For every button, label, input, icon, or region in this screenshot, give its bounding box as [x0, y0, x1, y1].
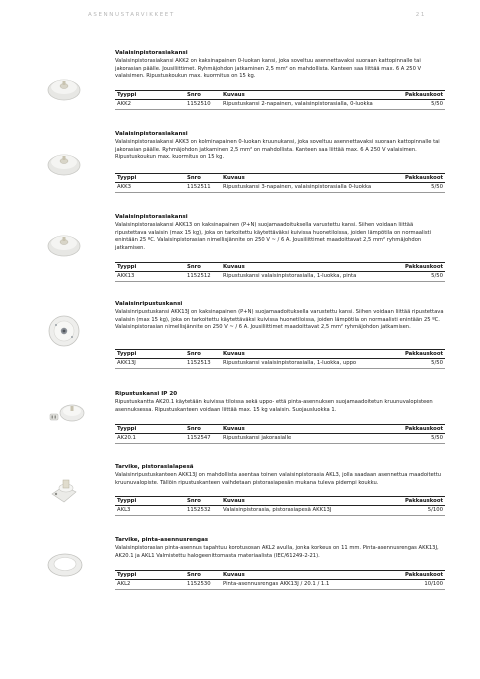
col-desc: Kuvaus [221, 425, 383, 434]
cell-pack: 5/50 [383, 359, 445, 369]
cell-pack: 5/50 [383, 183, 445, 193]
col-desc: Kuvaus [221, 571, 383, 580]
col-pack: Pakkauskoot [383, 263, 445, 272]
col-desc: Kuvaus [221, 174, 383, 183]
col-type: Tyyppi [115, 350, 185, 359]
spec-table [115, 90, 445, 110]
cell-desc: Ripustuskansi jakorasialle [221, 434, 383, 444]
col-desc: Kuvaus [221, 91, 383, 100]
table-row [115, 100, 445, 110]
table-header-row [115, 91, 445, 100]
table-row [115, 272, 445, 282]
cell-snro: 1152547 [185, 434, 221, 444]
cell-snro: 1152532 [185, 506, 221, 516]
col-type: Tyyppi [115, 425, 185, 434]
table-row [115, 434, 445, 444]
cell-type: AKK3 [115, 183, 185, 193]
cell-type: AKK2 [115, 100, 185, 110]
product-title: Valaisinripustuskansi [115, 301, 183, 307]
table-header-row [115, 263, 445, 272]
cell-snro: 1152511 [185, 183, 221, 193]
cell-pack: 5/50 [383, 272, 445, 282]
col-desc: Kuvaus [221, 497, 383, 506]
cell-desc: Valaisinpistorasia, pistorasiapesä AKK13J [221, 506, 383, 516]
col-snro: Snro [185, 350, 221, 359]
section-title: ASENNUSTARVIKKEET [88, 12, 175, 18]
col-pack: Pakkauskoot [383, 174, 445, 183]
product-title: Valaisinpistorasiakansi [115, 214, 188, 220]
page-number: 21 [415, 12, 426, 18]
socket-insert-image [46, 474, 82, 506]
ceiling-cover-image [46, 72, 82, 102]
col-pack: Pakkauskoot [383, 350, 445, 359]
ceiling-cover-image [46, 228, 82, 258]
product-description: Valaisinripustuskanteen AKK13J on mahdollista asentaa toinen valaisinpistorasia AKL3, jolla saadaan asennettua maadoitettu kruunuvalopiste. Tällöin ripustuskanteen vaihdetaan pistorasiapesän mukana tuleva pidempi koukku. [115, 472, 442, 486]
product-title: Tarvike, pistorasialapesä [115, 464, 194, 470]
col-snro: Snro [185, 174, 221, 183]
spec-table [115, 173, 445, 193]
table-row [115, 506, 445, 516]
spec-table [115, 262, 445, 282]
page-header [88, 12, 426, 18]
product-title: Valaisinpistorasiakansi [115, 131, 188, 137]
spec-table [115, 570, 445, 590]
table-row [115, 580, 445, 590]
col-snro: Snro [185, 263, 221, 272]
table-header-row [115, 350, 445, 359]
col-snro: Snro [185, 91, 221, 100]
table-header-row [115, 571, 445, 580]
col-snro: Snro [185, 571, 221, 580]
cell-desc: Ripustuskansi valaisinpistorasialla, 1-luokka, uppo [221, 359, 383, 369]
cell-snro: 1152513 [185, 359, 221, 369]
product-title: Tarvike, pinta-asennusrengas [115, 537, 209, 543]
col-snro: Snro [185, 497, 221, 506]
col-desc: Kuvaus [221, 350, 383, 359]
product-description: Valaisinpistorasiakansi AKK13 on kaksinapainen (P+N) suojamaadoituksella varustettu kansi. Siihen voidaan liittää ripustettava valaisin (max 15 kg), joka on tarkoitettu käytettäväksi kuivissa huonetiloissa, joiden lämpötila on normaalisti enintään 25 ºC. Valaisinpistorasian nimellisjännite on 250 V ~ / 6 A. Jousiliittimet maadoittavat 2,5 mm² ryhmäjohdon jatkamisen. [115, 222, 432, 251]
table-row [115, 183, 445, 193]
spec-table [115, 349, 445, 369]
cell-type: AKK13J [115, 359, 185, 369]
spec-table [115, 424, 445, 444]
cell-desc: Ripustuskansi 3-napainen, valaisinpistorasialla 0-luokka [221, 183, 383, 193]
col-desc: Kuvaus [221, 263, 383, 272]
cell-snro: 1152512 [185, 272, 221, 282]
ceiling-cover-image [46, 147, 82, 177]
col-pack: Pakkauskoot [383, 425, 445, 434]
col-type: Tyyppi [115, 263, 185, 272]
cell-type: AK20.1 [115, 434, 185, 444]
table-header-row [115, 425, 445, 434]
col-type: Tyyppi [115, 571, 185, 580]
cell-snro: 1152510 [185, 100, 221, 110]
cell-type: AKL2 [115, 580, 185, 590]
product-title: Ripustuskansi IP 20 [115, 391, 178, 397]
surface-ring-image [46, 549, 84, 579]
cell-pack: 5/100 [383, 506, 445, 516]
cell-desc: Ripustuskansi 2-napainen, valaisinpistorasialla, 0-luokka [221, 100, 383, 110]
col-pack: Pakkauskoot [383, 497, 445, 506]
cell-desc: Ripustuskansi valaisinpistorasialla, 1-luokka, pinta [221, 272, 383, 282]
product-title: Valaisinpistorasiakansi [115, 50, 188, 56]
spec-table [115, 496, 445, 516]
flat-cover-image [46, 397, 86, 427]
product-description: Valaisinripustuskansi AKK13J on kaksinapainen (P+N) suojamaadoituksella varustettu kansi. Siihen voidaan liittää ripustettava valaisin (max 15 kg), joka on tarkoitettu käytettäväksi kuivissa huonetiloissa, joiden lämpötila on normaalisti enintään 25 ºC. Valaisinpistorasian nimellisjännite on 250 V ~ / 6 A. Jousiliittimet maadoittavat 2,5 mm² ryhmäjohdon jatkamisen. [115, 309, 444, 331]
col-pack: Pakkauskoot [383, 91, 445, 100]
cell-pack: 5/50 [383, 434, 445, 444]
cell-type: AKK13 [115, 272, 185, 282]
product-description: Valaisinpistorasiakansi AKK2 on kaksinapainen 0-luokan kansi, joka soveltuu asennettavaksi suoraan kattopinnalle tai jakorasian päälle. Jousiliittimet. Ryhmäjohdon jatkaminen 2,5 mm² on mahdollista. Kanteen saa liittää max. 6 A 250 V valaisimen. Ripustuskoukun max. kuormitus on 15 kg. [115, 58, 422, 80]
product-description: Valaisinpistorasiakansi AKK3 on kolminapainen 0-luokan kruunukansi, joka soveltuu asennettavaksi suoraan kattopinnalle tai jakorasian päälle. Ryhmäjohdon jatkaminen 2,5 mm² on mahdollista. Kanteen saa liittää max. 6 A 250 V valaisimen. Ripustuskoukun max. kuormitus on 15 kg. [115, 139, 440, 161]
col-snro: Snro [185, 425, 221, 434]
cell-type: AKL3 [115, 506, 185, 516]
cell-desc: Pinta-asennusrengas AKK13J / 20.1 / 1.1 [221, 580, 383, 590]
table-row [115, 359, 445, 369]
col-type: Tyyppi [115, 497, 185, 506]
col-pack: Pakkauskoot [383, 571, 445, 580]
table-header-row [115, 174, 445, 183]
recessed-cover-image [46, 313, 82, 349]
cell-pack: 5/50 [383, 100, 445, 110]
col-type: Tyyppi [115, 91, 185, 100]
cell-snro: 1152530 [185, 580, 221, 590]
product-description: Valaisinpistorasian pinta-asennus tapahtuu korotusosan AKL2 avulla, jonka korkeus on 11 mm. Pinta-asennusrengas AKK13J, AK20.1 ja AKL1 Valmistettu halogeenittomasta materiaalista (IEC/61249-2-21). [115, 545, 439, 559]
col-type: Tyyppi [115, 174, 185, 183]
product-description: Ripustuskantta AK20.1 käytetään kuivissa tiloissa sekä uppo- että pinta-asennuksen suojamaadoitetun kruunuvalopisteen asennuksessa. Ripustuskanteen voidaan liittää max. 15 kg valaisin. Suojausluokka 1. [115, 399, 433, 413]
table-header-row [115, 497, 445, 506]
cell-pack: 10/100 [383, 580, 445, 590]
